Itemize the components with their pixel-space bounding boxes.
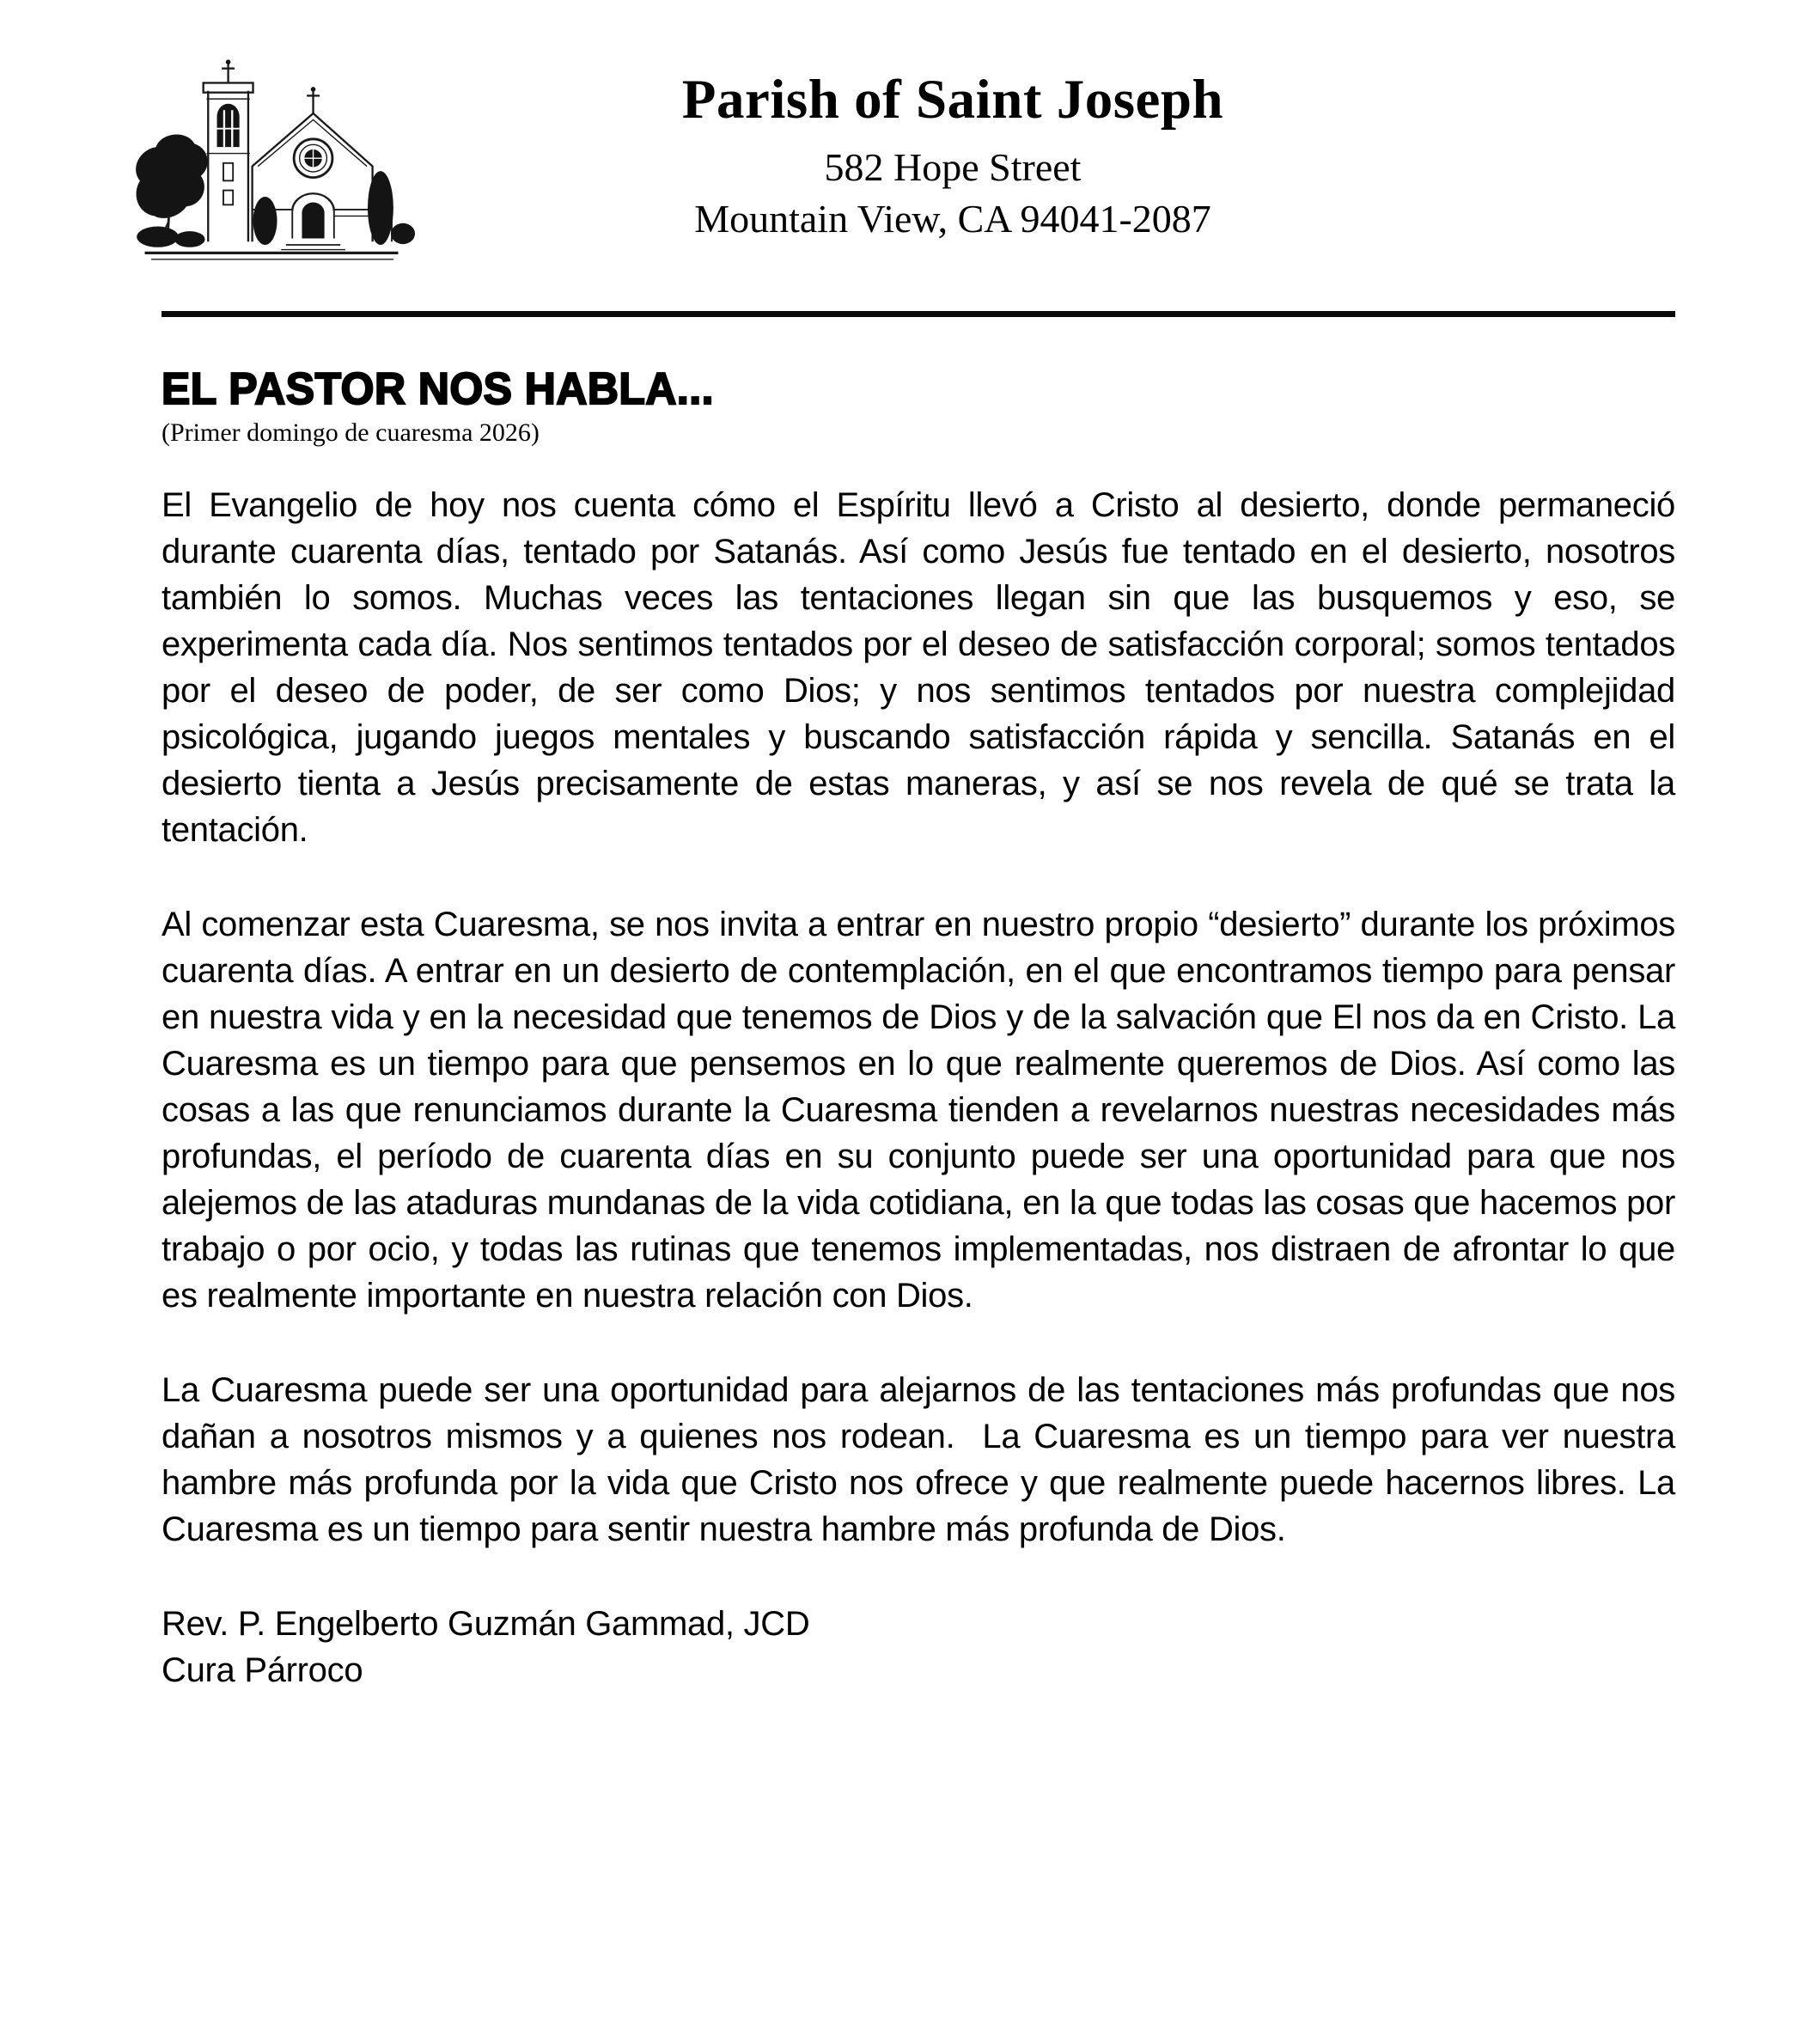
header-divider — [162, 311, 1675, 317]
church-illustration-icon — [127, 47, 416, 269]
signature-block — [162, 1601, 1675, 1693]
article-title: EL PASTOR NOS HABLA... — [162, 364, 714, 414]
paragraph-2: Al comenzar esta Cuaresma, se nos invita a entrar en nuestro propio “desierto” durante los próximos cuarenta días. A entrar en un desierto de contemplación, en el que encontramos tiempo para pensar en nuestra vida y en la necesidad que tenemos de Dios y de la salvación que El nos da en Cristo. La Cuaresma es un tiempo para que pensemos en lo que realmente queremos de Dios. Así como las cosas a las que renunciamos durante la Cuaresma tienden a revelarnos nuestras necesidades más profundas, el período de cuarenta días en su conjunto puede ser una oportunidad para que nos alejemos de las ataduras mundanas de la vida cotidiana, en la que todas las cosas que hacemos por trabajo o por ocio, y todas las rutinas que tenemos implementadas, nos distraen de afrontar lo que es realmente importante en nuestra relación con Dios. — [162, 906, 1685, 1315]
parish-name: Parish of Saint Joseph — [681, 69, 1224, 131]
signature-name: Rev. P. Engelberto Guzmán Gammad, JCD — [162, 1605, 810, 1643]
article-subtitle: (Primer domingo de cuaresma 2026) — [162, 418, 540, 447]
paragraph-3: La Cuaresma puede ser una oportunidad para alejarnos de las tentaciones más profundas que nos dañan a nosotros mismos y a quienes nos rodean. La Cuaresma es un tiempo para ver nuestra hambre más profunda por la vida que Cristo nos ofrece y que realmente puede hacernos libres. La Cuaresma es un tiempo para sentir nuestra hambre más profunda de Dios. — [162, 1371, 1685, 1548]
article-body — [162, 482, 1685, 1553]
signature-role: Cura Párroco — [162, 1651, 363, 1689]
paragraph-1: El Evangelio de hoy nos cuenta cómo el Espíritu llevó a Cristo al desierto, donde permaneció durante cuarenta días, tentado por Satanás. Así como Jesús fue tentado en el desierto, nosotros también lo somos. Muchas veces las tentaciones llegan sin que las busquemos y eso, se experimenta cada día. Nos sentimos tentados por el deseo de satisfacción corporal; somos tentados por el deseo de poder, de ser como Dios; y nos sentimos tentados por nuestra complejidad psicológica, jugando juegos mentales y buscando satisfacción rápida y sencilla. Satanás en el desierto tienta a Jesús precisamente de estas maneras, y así se nos revela de qué se trata la tentación. — [162, 486, 1685, 849]
pastor-message-article — [162, 364, 1685, 1693]
address-line-1: 582 Hope Street — [824, 145, 1082, 189]
address-line-2: Mountain View, CA 94041-2087 — [694, 197, 1211, 241]
letterhead — [162, 47, 1675, 272]
